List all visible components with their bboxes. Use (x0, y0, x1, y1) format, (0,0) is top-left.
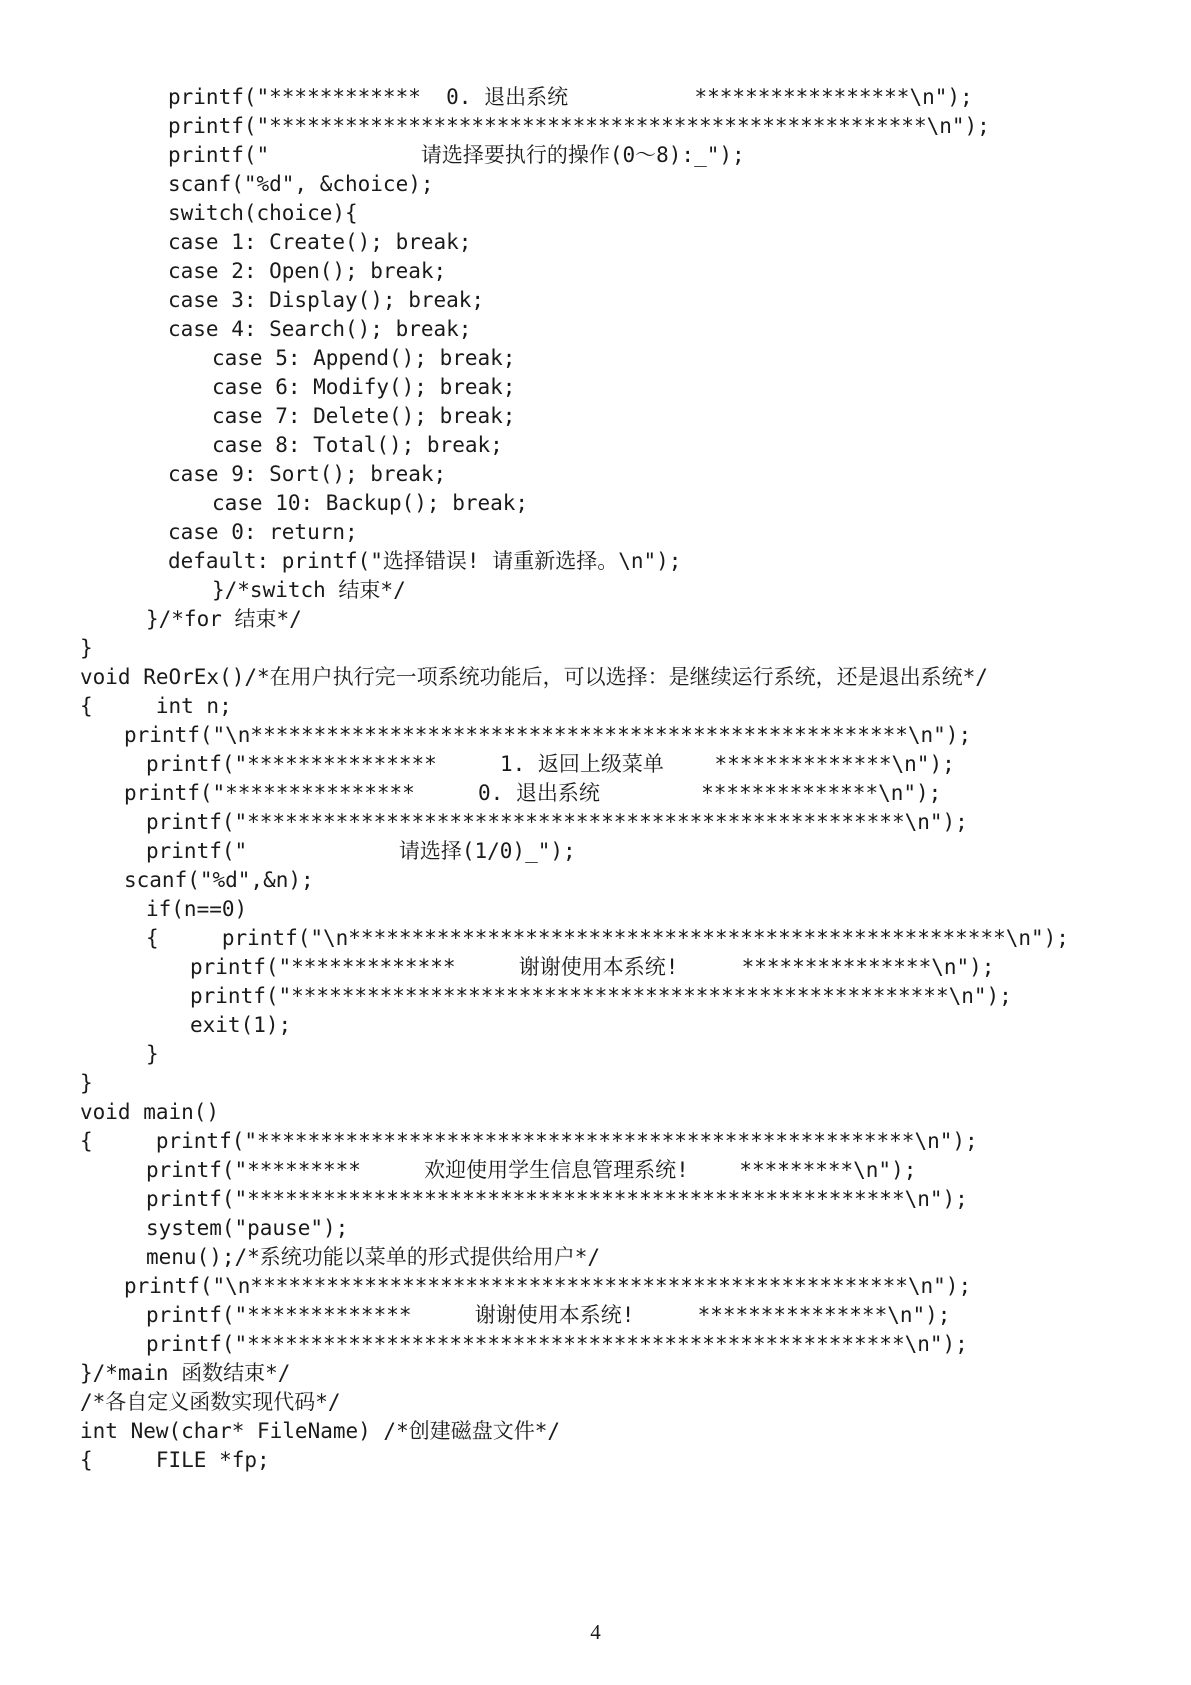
code-line: case 2: Open(); break; (168, 259, 447, 283)
code-line: }/*for 结束*/ (146, 607, 302, 631)
code-line: { int n; (80, 694, 232, 718)
code-line: } (80, 636, 93, 660)
code-line: case 6: Modify(); break; (212, 375, 516, 399)
code-line: default: printf("选择错误! 请重新选择。\n"); (168, 549, 682, 573)
code-line: case 1: Create(); break; (168, 230, 472, 254)
code-line: case 5: Append(); break; (212, 346, 516, 370)
code-line: printf("************* 谢谢使用本系统! ***************\n"); (146, 1303, 951, 1327)
code-line: printf("\n****************************************************\n"); (124, 723, 972, 747)
code-line: printf(" 请选择(1/0)_"); (146, 839, 576, 863)
code-line: { FILE *fp; (80, 1448, 270, 1472)
code-line: menu();/*系统功能以菜单的形式提供给用户*/ (146, 1245, 601, 1269)
code-line: int New(char* FileName) /*创建磁盘文件*/ (80, 1419, 561, 1443)
code-line: printf("********* 欢迎使用学生信息管理系统! *********\n"); (146, 1158, 917, 1182)
code-line: }/*switch 结束*/ (212, 578, 406, 602)
code-line: printf("************ 0. 退出系统 *****************\n"); (168, 85, 973, 109)
code-line: printf("\n****************************************************\n"); (124, 1274, 972, 1298)
code-line: { printf("****************************************************\n"); (80, 1129, 978, 1153)
code-line: } (146, 1042, 159, 1066)
code-line: printf("****************************************************\n"); (146, 810, 968, 834)
code-line: printf("****************************************************\n"); (146, 1187, 968, 1211)
code-line: case 3: Display(); break; (168, 288, 485, 312)
code-line: system("pause"); (146, 1216, 349, 1240)
code-line: void main() (80, 1100, 220, 1124)
code-line: case 8: Total(); break; (212, 433, 503, 457)
code-line: switch(choice){ (168, 201, 358, 225)
code-line: { printf("\n****************************************************\n"); (146, 926, 1069, 950)
code-line: printf("************* 谢谢使用本系统! ***************\n"); (190, 955, 995, 979)
code-line: printf("****************************************************\n"); (168, 114, 990, 138)
code-line: case 10: Backup(); break; (212, 491, 529, 515)
code-line: case 9: Sort(); break; (168, 462, 447, 486)
code-line: printf("****************************************************\n"); (190, 984, 1012, 1008)
code-line: case 4: Search(); break; (168, 317, 472, 341)
code-line: if(n==0) (146, 897, 248, 921)
code-line: scanf("%d",&n); (124, 868, 314, 892)
code-line: }/*main 函数结束*/ (80, 1361, 291, 1385)
code-line: printf("*************** 0. 退出系统 **************\n"); (124, 781, 942, 805)
code-line: case 0: return; (168, 520, 358, 544)
code-line: void ReOrEx()/*在用户执行完一项系统功能后，可以选择：是继续运行系统，还是退出系统*/ (80, 665, 988, 689)
code-line: scanf("%d", &choice); (168, 172, 434, 196)
code-line: printf("****************************************************\n"); (146, 1332, 968, 1356)
code-line: exit(1); (190, 1013, 292, 1037)
code-line: printf("*************** 1. 返回上级菜单 **************\n"); (146, 752, 955, 776)
code-line: } (80, 1071, 93, 1095)
code-line: /*各自定义函数实现代码*/ (80, 1390, 341, 1414)
code-line: printf(" 请选择要执行的操作(0～8):_"); (168, 143, 745, 167)
page-number: 4 (590, 1620, 601, 1644)
code-line: case 7: Delete(); break; (212, 404, 516, 428)
